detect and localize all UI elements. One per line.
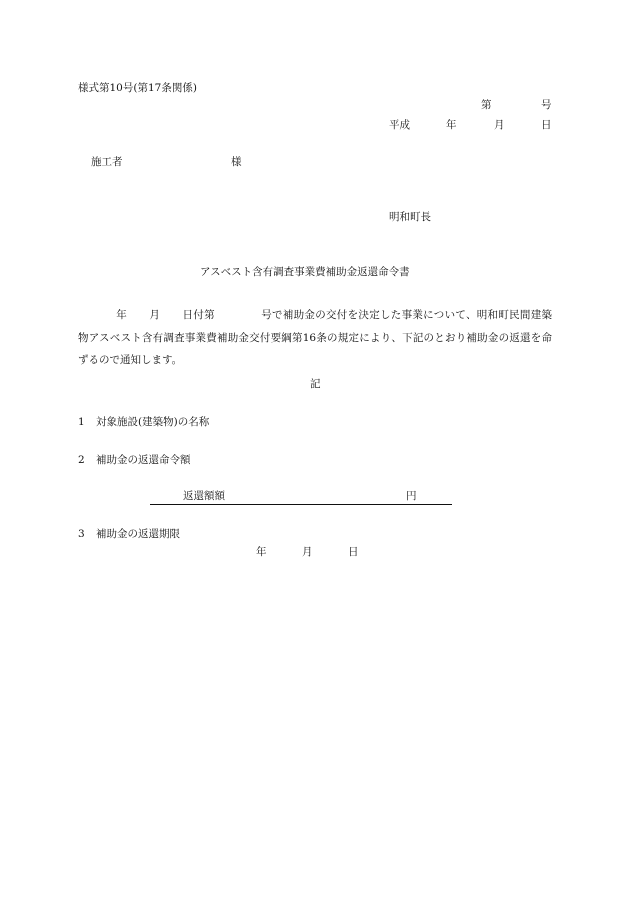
item-2-number: 2 — [78, 454, 85, 466]
deadline-month: 月 — [302, 546, 313, 558]
doc-number-suffix: 号 — [541, 99, 552, 111]
date-month: 月 — [494, 119, 505, 131]
date-year: 年 — [446, 119, 457, 131]
deadline-day: 日 — [348, 546, 359, 558]
body-year: 年 — [116, 309, 128, 321]
item-3-number: 3 — [78, 528, 85, 540]
body-text: 号で補助金の交付を決定した事業について、明和町民間建築物アスベスト含有調査事業費補助金交付要綱第16条の規定により、下記のとおり補助金の返還を命ずるので通知します。 — [78, 309, 553, 366]
deadline-year: 年 — [256, 546, 267, 558]
body-paragraph — [78, 304, 552, 372]
body-day-ref: 日付第 — [182, 309, 215, 321]
issuer: 明和町長 — [389, 211, 431, 223]
item-1-label: 対象施設(建築物)の名称 — [96, 416, 210, 428]
item-3-label: 補助金の返還期限 — [96, 528, 180, 540]
form-id: 様式第10号(第17条関係) — [78, 82, 197, 94]
item-1-number: 1 — [78, 416, 85, 428]
doc-number-prefix: 第 — [481, 99, 492, 111]
recipient-honorific: 様 — [231, 156, 242, 168]
date-day: 日 — [541, 119, 552, 131]
document-title: アスベスト含有調査事業費補助金返還命令書 — [200, 266, 410, 278]
body-month: 月 — [149, 309, 161, 321]
amount-line — [150, 491, 452, 505]
date-era: 平成 — [389, 119, 410, 131]
item-2-label: 補助金の返還命令額 — [96, 454, 191, 466]
amount-unit: 円 — [406, 490, 417, 502]
recipient-label: 施工者 — [91, 156, 123, 168]
amount-label: 返還額額 — [183, 490, 225, 502]
ki-heading: 記 — [310, 378, 321, 390]
